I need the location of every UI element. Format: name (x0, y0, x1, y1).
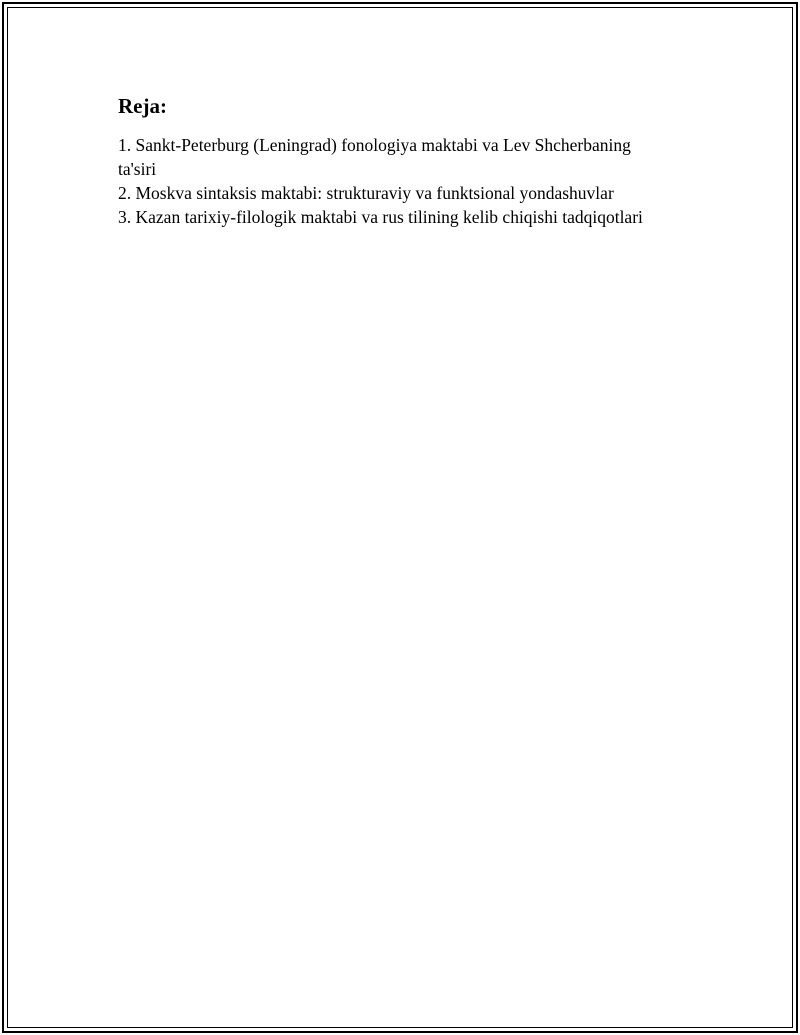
plan-item-2: 2. Moskva sintaksis maktabi: strukturaviy va funktsional yondashuvlar (118, 183, 614, 203)
plan-item-1: 1. Sankt-Peterburg (Leningrad) fonologiya maktabi va Lev Shcherbaning ta'siri (118, 135, 631, 179)
plan-heading: Reja: (118, 94, 167, 118)
plan-item-3: 3. Kazan tarixiy-filologik maktabi va rus tilining kelib chiqishi tadqiqotlari (118, 207, 643, 227)
document-body (118, 93, 678, 229)
plan-list (118, 133, 678, 229)
